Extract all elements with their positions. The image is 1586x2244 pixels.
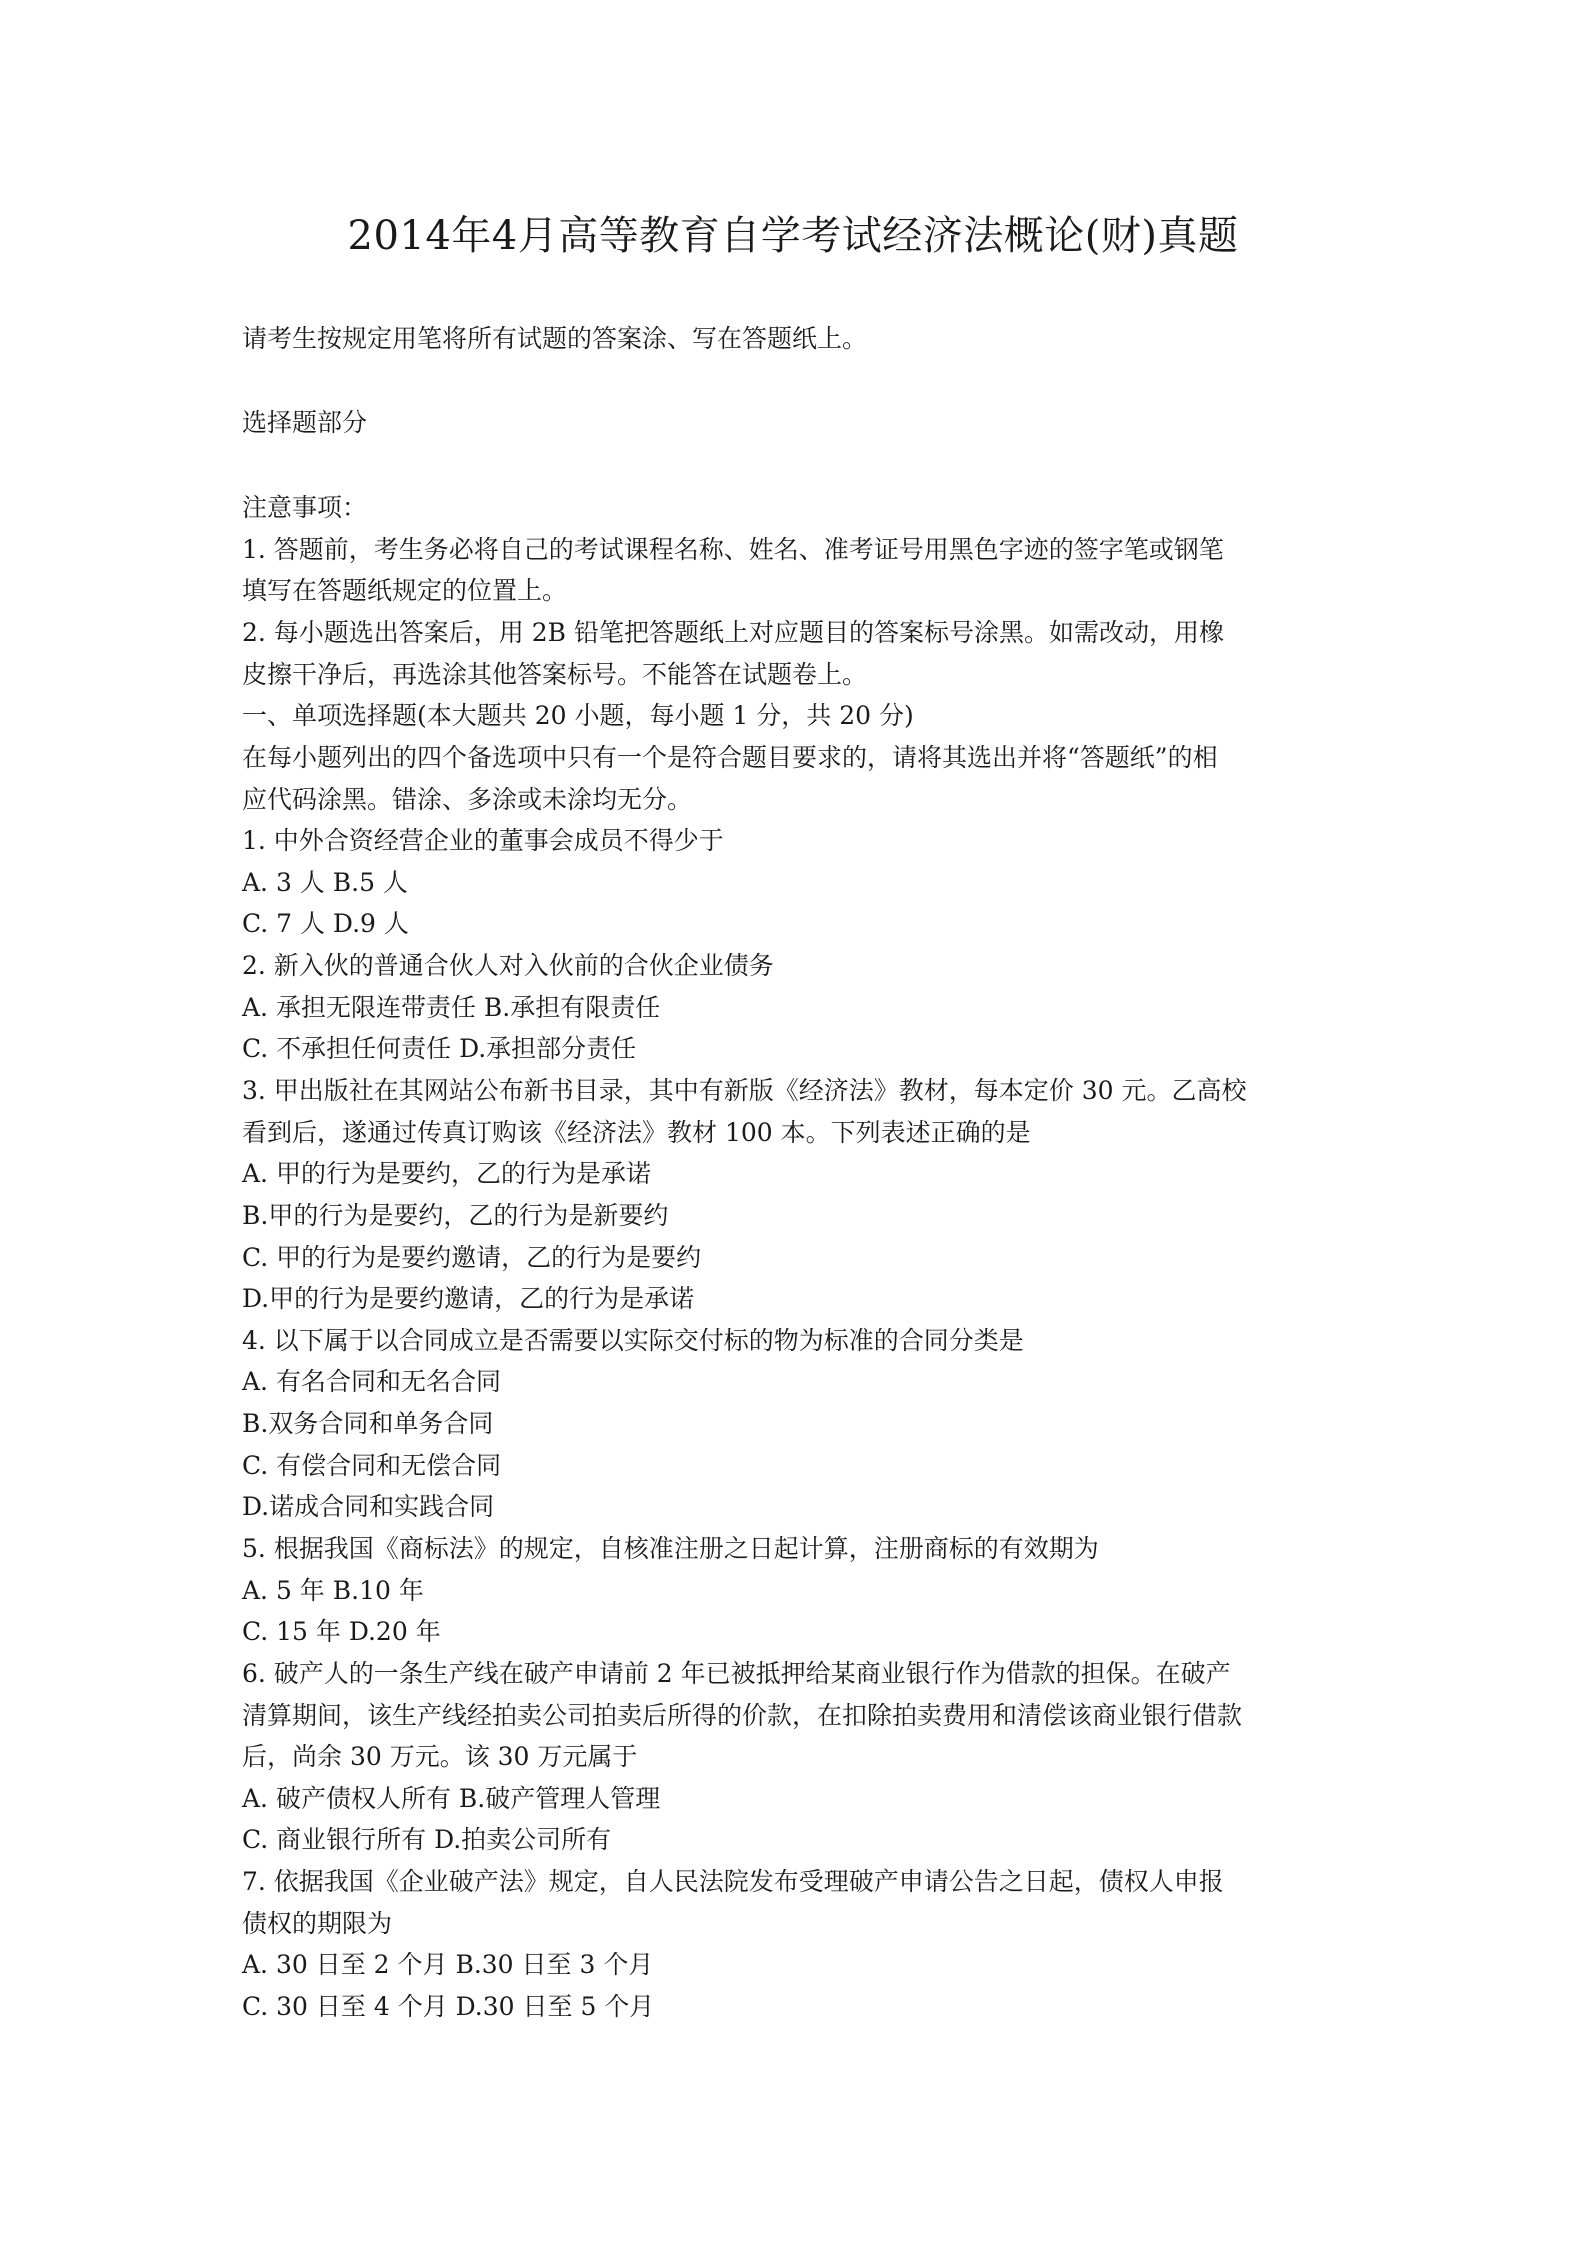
answer-options: A. 30 日至 2 个月 B.30 日至 3 个月 <box>242 1950 654 1979</box>
question-stem: 清算期间，该生产线经拍卖公司拍卖后所得的价款，在扣除拍卖费用和清偿该商业银行借款 <box>242 1701 1243 1730</box>
answer-option: D.诺成合同和实践合同 <box>242 1492 495 1521</box>
question-stem: 4. 以下属于以合同成立是否需要以实际交付标的物为标准的合同分类是 <box>242 1326 1024 1355</box>
answer-options: A. 承担无限连带责任 B.承担有限责任 <box>242 993 661 1022</box>
text-line: 2. 每小题选出答案后，用 2B 铅笔把答题纸上对应题目的答案标号涂黑。如需改动，用橡 <box>242 618 1224 647</box>
question-stem: 债权的期限为 <box>242 1909 393 1938</box>
question-stem: 5. 根据我国《商标法》的规定，自核准注册之日起计算，注册商标的有效期为 <box>242 1534 1099 1563</box>
document-title: 2014年4月高等教育自学考试经济法概论(财)真题 <box>347 213 1239 259</box>
answer-options: C. 不承担任何责任 D.承担部分责任 <box>242 1034 637 1063</box>
text-line: 填写在答题纸规定的位置上。 <box>242 576 568 605</box>
question-stem: 看到后，遂通过传真订购该《经济法》教材 100 本。下列表述正确的是 <box>242 1118 1031 1147</box>
answer-options: A. 破产债权人所有 B.破产管理人管理 <box>242 1784 661 1813</box>
answer-options: C. 30 日至 4 个月 D.30 日至 5 个月 <box>242 1992 655 2021</box>
answer-option: A. 有名合同和无名合同 <box>242 1367 501 1396</box>
answer-option: C. 有偿合同和无偿合同 <box>242 1451 502 1480</box>
text-line: 在每小题列出的四个备选项中只有一个是符合题目要求的，请将其选出并将“答题纸”的相 <box>242 743 1218 772</box>
answer-options: C. 15 年 D.20 年 <box>242 1617 441 1646</box>
exam-instruction: 请考生按规定用笔将所有试题的答案涂、写在答题纸上。 <box>242 324 868 353</box>
text-line: 皮擦干净后，再选涂其他答案标号。不能答在试题卷上。 <box>242 660 868 689</box>
part-heading: 一、单项选择题(本大题共 20 小题，每小题 1 分，共 20 分) <box>242 701 914 730</box>
question-stem: 3. 甲出版社在其网站公布新书目录，其中有新版《经济法》教材，每本定价 30 元。乙高校 <box>242 1076 1247 1105</box>
question-stem: 2. 新入伙的普通合伙人对入伙前的合伙企业债务 <box>242 951 774 980</box>
answer-options: A. 5 年 B.10 年 <box>242 1576 424 1605</box>
answer-options: A. 3 人 B.5 人 <box>242 868 408 897</box>
answer-options: C. 7 人 D.9 人 <box>242 909 409 938</box>
question-stem: 1. 中外合资经营企业的董事会成员不得少于 <box>242 826 724 855</box>
question-stem: 6. 破产人的一条生产线在破产申请前 2 年已被抵押给某商业银行作为借款的担保。在破产 <box>242 1659 1231 1688</box>
section-heading: 选择题部分 <box>242 408 368 437</box>
text-line: 应代码涂黑。错涂、多涂或未涂均无分。 <box>242 785 693 814</box>
answer-option: B.双务合同和单务合同 <box>242 1409 494 1438</box>
notes-heading: 注意事项： <box>242 493 368 522</box>
answer-option: B.甲的行为是要约，乙的行为是新要约 <box>242 1201 669 1230</box>
text-line: 1. 答题前，考生务必将自己的考试课程名称、姓名、准考证号用黑色字迹的签字笔或钢笔 <box>242 535 1224 564</box>
answer-option: D.甲的行为是要约邀请，乙的行为是承诺 <box>242 1284 695 1313</box>
answer-options: C. 商业银行所有 D.拍卖公司所有 <box>242 1825 612 1854</box>
answer-option: C. 甲的行为是要约邀请，乙的行为是要约 <box>242 1243 702 1272</box>
question-stem: 7. 依据我国《企业破产法》规定，自人民法院发布受理破产申请公告之日起，债权人申报 <box>242 1867 1224 1896</box>
answer-option: A. 甲的行为是要约，乙的行为是承诺 <box>242 1159 651 1188</box>
question-stem: 后，尚余 30 万元。该 30 万元属于 <box>242 1742 638 1771</box>
